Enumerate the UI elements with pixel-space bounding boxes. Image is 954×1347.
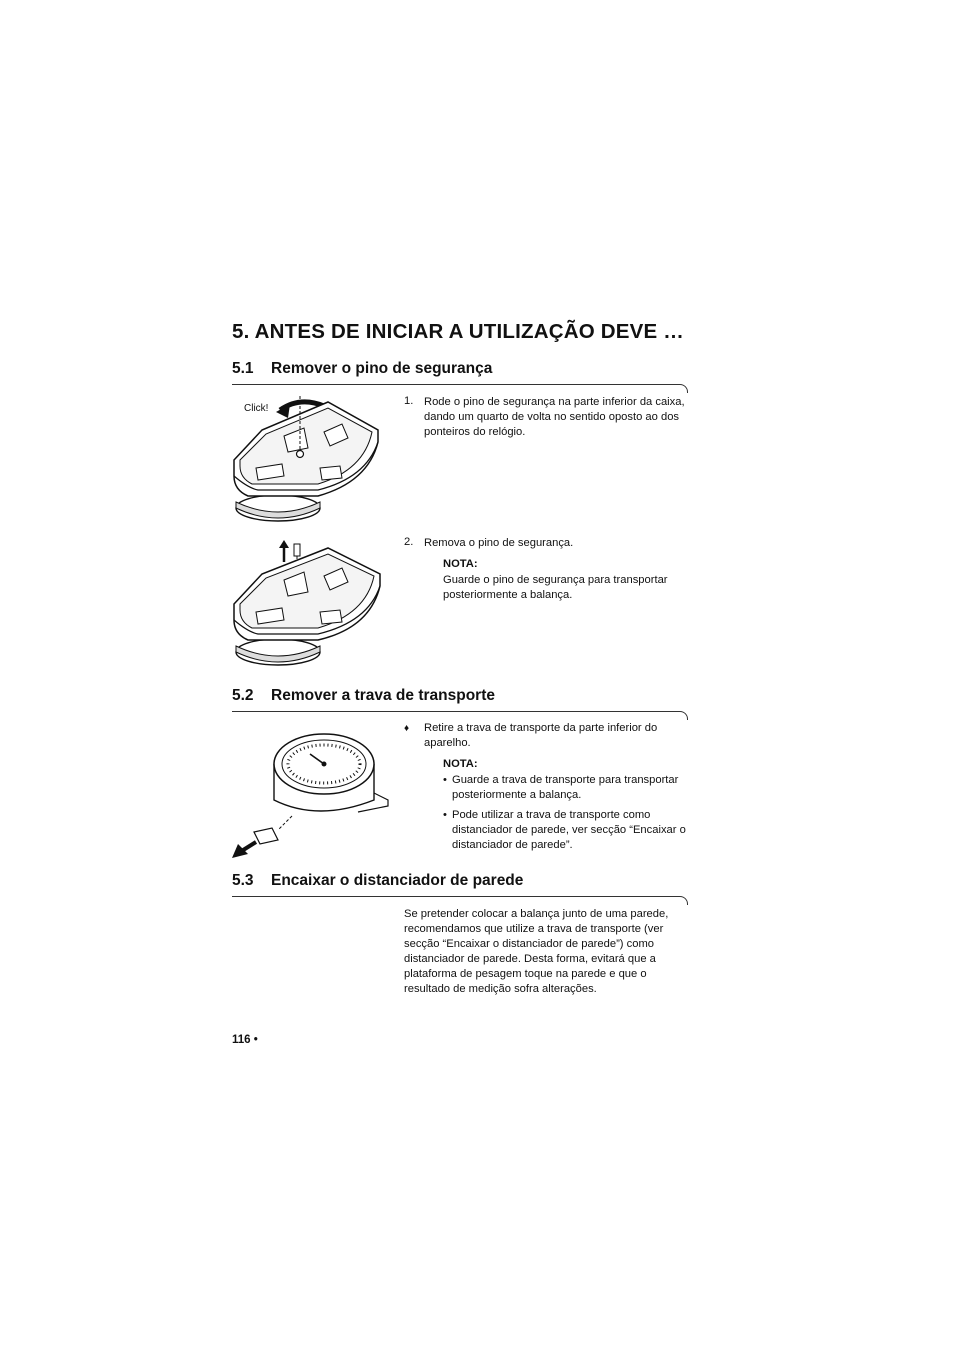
step-text: Remova o pino de segurança. xyxy=(424,537,574,549)
section-title: Remover a trava de transporte xyxy=(271,687,495,704)
bullet-dot-icon: • xyxy=(443,774,447,786)
section-title: Encaixar o distanciador de parede xyxy=(271,872,524,889)
section-rule-cap xyxy=(679,711,688,720)
section-rule-cap xyxy=(679,384,688,393)
figure-label-click: Click! xyxy=(244,403,269,414)
section-rule-cap xyxy=(679,896,688,905)
section-heading-5-1 xyxy=(232,360,492,378)
section-heading-5-3 xyxy=(232,872,523,890)
section-rule xyxy=(232,711,680,712)
note-item: Guarde a trava de transporte para transportar posteriormente a balança. xyxy=(452,774,679,801)
remove-pin-illustration xyxy=(228,538,393,673)
step-number: 2. xyxy=(404,536,414,548)
scale-underside-illustration xyxy=(228,390,393,530)
bullet-diamond-icon: ♦ xyxy=(404,723,410,734)
bullet-dot-icon: • xyxy=(443,809,447,821)
page-number: 116 • xyxy=(232,1034,258,1046)
section-number: 5.3 xyxy=(232,872,254,889)
section-rule xyxy=(232,896,680,897)
section-heading-5-2 xyxy=(232,687,495,705)
step-text: Rode o pino de segurança na parte inferior da caixa, dando um quarto de volta no sentido oposto ao dos ponteiros do relógio. xyxy=(424,396,685,438)
note-label: NOTA: xyxy=(443,758,478,770)
section-number: 5.2 xyxy=(232,687,254,704)
instruction-text: Retire a trava de transporte da parte inferior do aparelho. xyxy=(424,722,658,749)
note-text: Guarde o pino de segurança para transportar posteriormente a balança. xyxy=(443,574,668,601)
transport-lock-illustration xyxy=(228,720,393,865)
note-item: Pode utilizar a trava de transporte como distanciador de parede, ver secção “Encaixar o distanciador de parede”. xyxy=(452,809,686,851)
step-number: 1. xyxy=(404,395,414,407)
section-rule xyxy=(232,384,680,385)
section-paragraph: Se pretender colocar a balança junto de uma parede, recomendamos que utilize a trava de transporte (ver secção “Encaixar o distanciador de parede”) como distanciador de parede. Desta forma, evitará que a plataforma de pesagem toque na parede e que o resultado de medição sofra alterações. xyxy=(404,908,669,995)
chapter-title: 5. ANTES DE INICIAR A UTILIZAÇÃO DEVE … xyxy=(232,320,684,343)
section-number: 5.1 xyxy=(232,360,254,377)
section-title: Remover o pino de segurança xyxy=(271,360,493,377)
note-label: NOTA: xyxy=(443,558,478,570)
